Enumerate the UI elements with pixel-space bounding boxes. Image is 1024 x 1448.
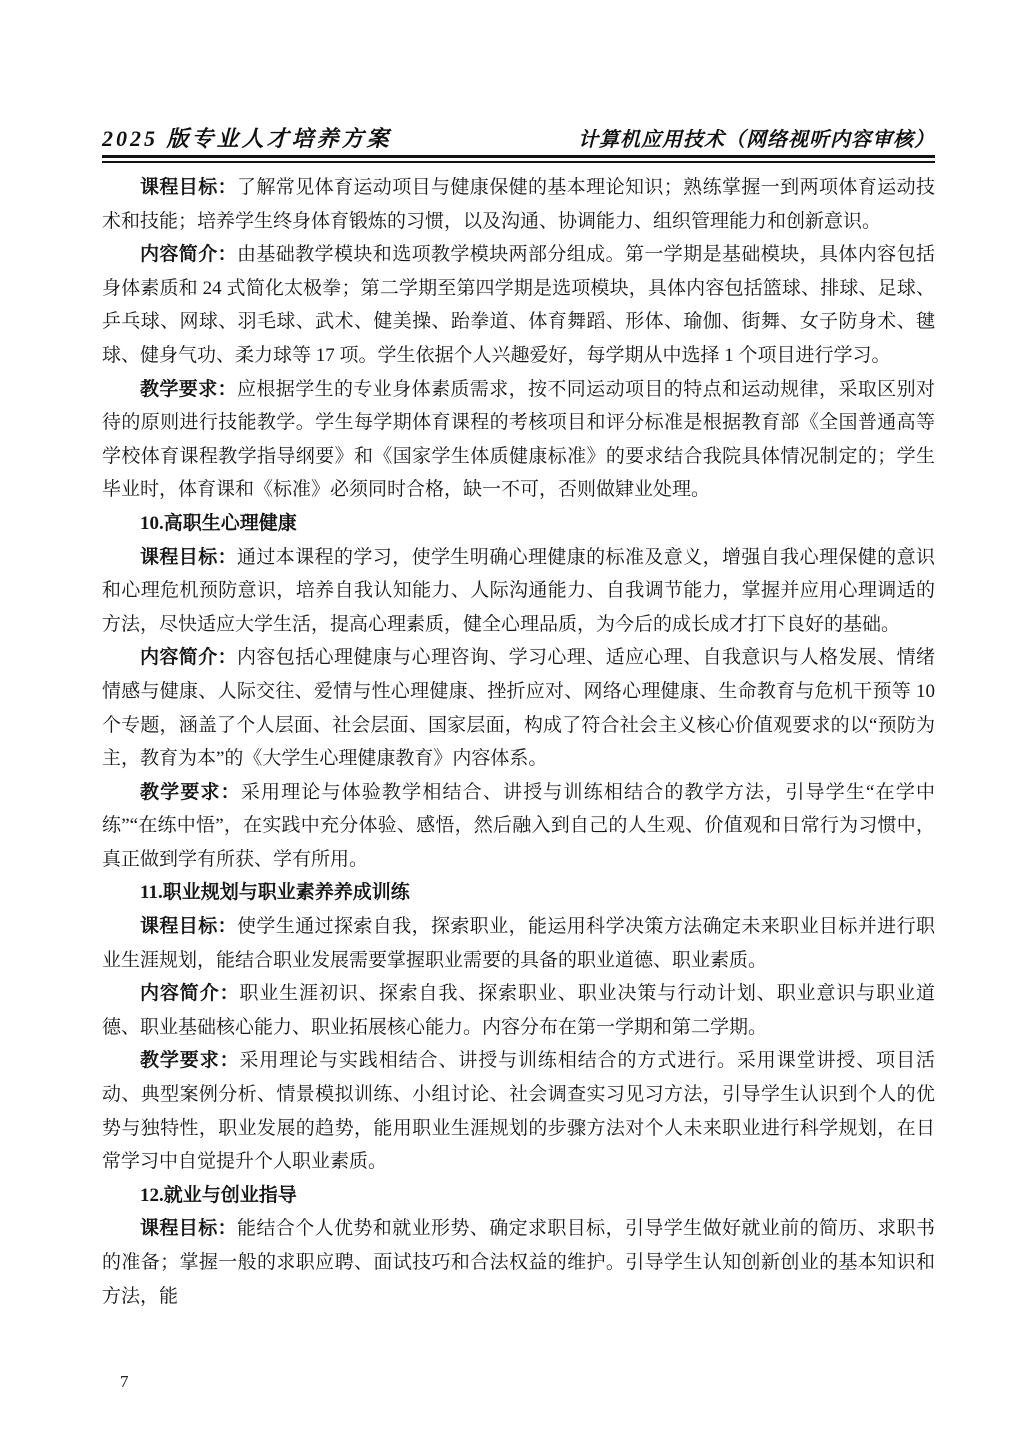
paragraph: 教学要求：采用理论与实践相结合、讲授与训练相结合的方式进行。采用课堂讲授、项目活动、典型案例分析、情景模拟训练、小组讨论、社会调查实习见习方法，引导学生认识到个人的优势与独特性，职业发展的趋势，能用职业生涯规划的步骤方法对个人未来职业进行科学规划，在日常学习中自觉提升个人职业素质。 (102, 1050, 935, 1173)
header-rule-bottom-line (102, 161, 935, 163)
paragraph-label: 教学要求： (140, 781, 241, 803)
paragraph-label: 课程目标： (140, 177, 237, 198)
paragraph: 内容简介：由基础教学模块和选项教学模块两部分组成。第一学期是基础模块，具体内容包括身体素质和 24 式简化太极拳；第二学期至第四学期是选项模块，具体内容包括篮球、排球、足球、乒乓球、网球、羽毛球、武术、健美操、跆拳道、体育舞蹈、形体、瑜伽、街舞、女子防身术、毽球、健身气功、柔力球等 17 项。学生依据个人兴趣爱好，每学期从中选择 1 个项目进行学习。 (102, 244, 935, 366)
paragraph: 课程目标：使学生通过探索自我，探索职业，能运用科学决策方法确定未来职业目标并进行职业生涯规划，能结合职业发展需要掌握职业需要的具备的职业道德、职业素质。 (102, 916, 935, 971)
paragraph: 课程目标：能结合个人优势和就业形势、确定求职目标，引导学生做好就业前的简历、求职书的准备；掌握一般的求职应聘、面试技巧和合法权益的维护。引导学生认知创新创业的基本知识和方法，能 (102, 1218, 935, 1307)
paragraph-label: 教学要求： (140, 1050, 240, 1072)
paragraph-label: 教学要求： (140, 378, 237, 400)
header-right-title: 计算机应用技术（网络视听内容审核） (578, 129, 935, 151)
section-heading: 12.就业与创业指导 (140, 1184, 297, 1206)
paragraph: 课程目标：了解常见体育运动项目与健康保健的基本理论知识；熟练掌握一到两项体育运动技术和技能；培养学生终身体育锻炼的习惯，以及沟通、协调能力、组织管理能力和创新意识。 (102, 177, 935, 232)
paragraph-label: 课程目标： (140, 916, 237, 938)
paragraph-label: 课程目标： (140, 546, 237, 568)
document-body (102, 171, 935, 1313)
paragraph: 内容简介：内容包括心理健康与心理咨询、学习心理、适应心理、自我意识与人格发展、情绪情感与健康、人际交往、爱情与性心理健康、挫折应对、网络心理健康、生命教育与危机干预等 10 个专题，涵盖了个人层面、社会层面、国家层面，构成了符合社会主义核心价值观要求的以“预防为主，教育为本”的《大学生心理健康教育》内容体系。 (102, 647, 935, 770)
page-header (102, 122, 935, 153)
paragraph-label: 内容简介： (140, 647, 237, 669)
paragraph: 课程目标：通过本课程的学习，使学生明确心理健康的标准及意义，增强自我心理保健的意识和心理危机预防意识，培养自我认知能力、人际沟通能力、自我调节能力，掌握并应用心理调适的方法，尽快适应大学生活，提高心理素质，健全心理品质，为今后的成长成才打下良好的基础。 (102, 546, 935, 635)
section-heading: 10.高职生心理健康 (140, 512, 297, 534)
paragraph: 教学要求：应根据学生的专业身体素质需求，按不同运动项目的特点和运动规律，采取区别对待的原则进行技能教学。学生每学期体育课程的考核项目和评分标准是根据教育部《全国普通高等学校体育课程教学指导纲要》和《国家学生体质健康标准》的要求结合我院具体情况制定的；学生毕业时，体育课和《标准》必须同时合格，缺一不可，否则做肄业处理。 (102, 378, 935, 501)
page-number: 7 (120, 1372, 129, 1391)
section-heading: 11.职业规划与职业素养养成训练 (140, 882, 410, 904)
header-left-title: 2025 版专业人才培养方案 (102, 126, 392, 151)
paragraph-label: 内容简介： (140, 244, 237, 266)
paragraph-label: 课程目标： (140, 1218, 237, 1240)
header-rule-top-line (102, 155, 935, 158)
paragraph: 教学要求：采用理论与体验教学相结合、讲授与训练相结合的教学方法，引导学生“在学中练”“在练中悟”，在实践中充分体验、感悟，然后融入到自己的人生观、价值观和日常行为习惯中，真正做到学有所获、学有所用。 (102, 781, 935, 870)
paragraph-label: 内容简介： (140, 983, 240, 1005)
paragraph: 内容简介：职业生涯初识、探索自我、探索职业、职业决策与行动计划、职业意识与职业道德、职业基础核心能力、职业拓展核心能力。内容分布在第一学期和第二学期。 (102, 983, 935, 1038)
header-double-rule (102, 155, 935, 163)
